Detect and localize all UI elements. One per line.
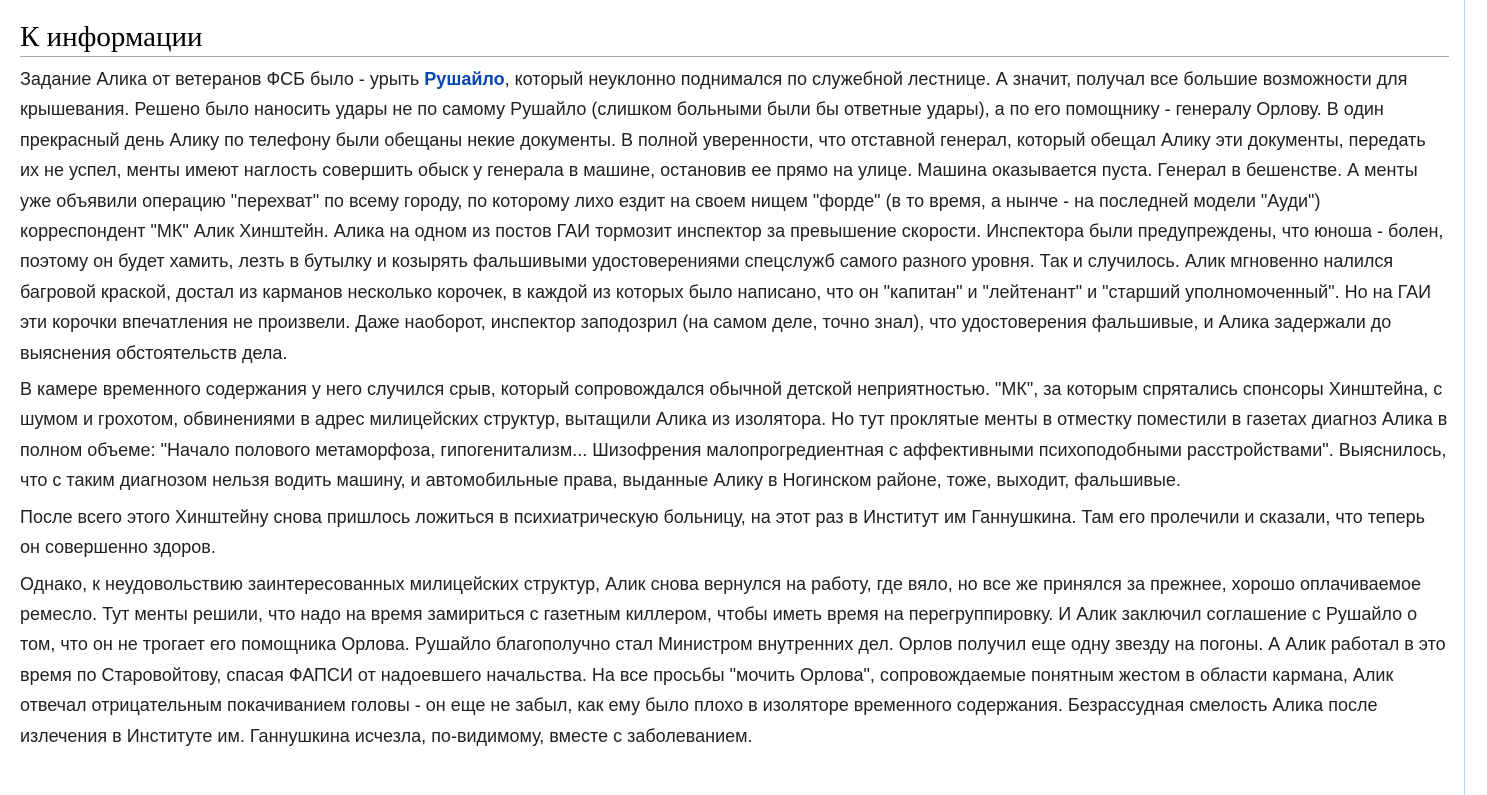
- paragraph-1: [20, 64, 1448, 368]
- paragraph-1-intro: Задание Алика от ветеранов ФСБ было - урыть: [20, 69, 425, 89]
- paragraph-3: После всего этого Хинштейну снова пришлось ложиться в психиатрическую больницу, на этот раз в Институт им Ганнушкина. Там его пролечили и сказали, что теперь он совершенно здоров.: [20, 506, 1425, 558]
- content-right-border: [1464, 0, 1465, 795]
- paragraph-2: В камере временного содержания у него случился срыв, который сопровождался обычной детской неприятностью. "МК", за которым спрятались спонсоры Хинштейна, с шумом и грохотом, обвинениями в адрес милицейских структур, вытащили Алика из изолятора. Но тут проклятые менты в отместку поместили в газетах диагноз Алика в полном объеме: "Начало полового метаморфоза, гипогенитализм... Шизофрения малопрогредиентная с аффективными психоподобными расстройствами". Выяснилось, что с таким диагнозом нельзя водить машину, и автомобильные права, выданные Алику в Ногинском районе, тоже, выходит, фальшивые.: [20, 379, 1448, 491]
- paragraph-1-body: , который неуклонно поднимался по служебной лестнице. А значит, получал все большие возможности для крышевания. Решено было наносить удары не по самому Рушайло (слишком больными были бы ответные удары), а по его помощнику - генералу Орлову. В один прекрасный день Алику по телефону были обещаны некие документы. В полной уверенности, что отставной генерал, который обещал Алику эти документы, передать их не успел, менты имеют наглость совершить обыск у генерала в машине, остановив ее прямо на улице. Машина оказывается пуста. Генерал в бешенстве. А менты уже объявили операцию "перехват" по всему городу, по которому лихо ездит на своем нищем "форде" (в то время, а нынче - на последней модели "Ауди") корреспондент "МК" Алик Хинштейн. Алика на одном из постов ГАИ тормозит инспектор за превышение скорости. Инспектора были предупреждены, что юноша - болен, поэтому он будет хамить, лезть в бутылку и козырять фальшивыми удостоверениями спецслужб самого разного уровня. Так и случилось. Алик мгновенно налился багровой краской, достал из карманов несколько корочек, в каждой из которых было написано, что он "капитан" и "лейтенант" и "старший уполномоченный". Но на ГАИ эти корочки впечатления не произвели. Даже наоборот, инспектор заподозрил (на самом деле, точно знал), что удостоверения фальшивые, и Алика задержали до выяснения обстоятельств дела.: [20, 69, 1444, 363]
- article-content: [20, 18, 1450, 757]
- section-heading: К информации: [20, 18, 1449, 57]
- rushailo-link[interactable]: Рушайло: [424, 69, 505, 89]
- paragraph-4: Однако, к неудовольствию заинтересованных милицейских структур, Алик снова вернулся на работу, где вяло, но все же принялся за прежнее, хорошо оплачиваемое ремесло. Тут менты решили, что надо на время замириться с газетным киллером, чтобы иметь время на перегруппировку. И Алик заключил соглашение с Рушайло о том, что он не трогает его помощника Орлова. Рушайло благополучно стал Министром внутренних дел. Орлов получил еще одну звезду на погоны. А Алик работал в это время по Старовойтову, спасая ФАПСИ от надоевшего начальства. На все просьбы "мочить Орлова", сопровождаемые понятным жестом в области кармана, Алик отвечал отрицательным покачиванием головы - он еще не забыл, как ему было плохо в изоляторе временного содержания. Безрассудная смелость Алика после излечения в Институте им. Ганнушкина исчезла, по-видимому, вместе с заболеванием.: [20, 573, 1446, 746]
